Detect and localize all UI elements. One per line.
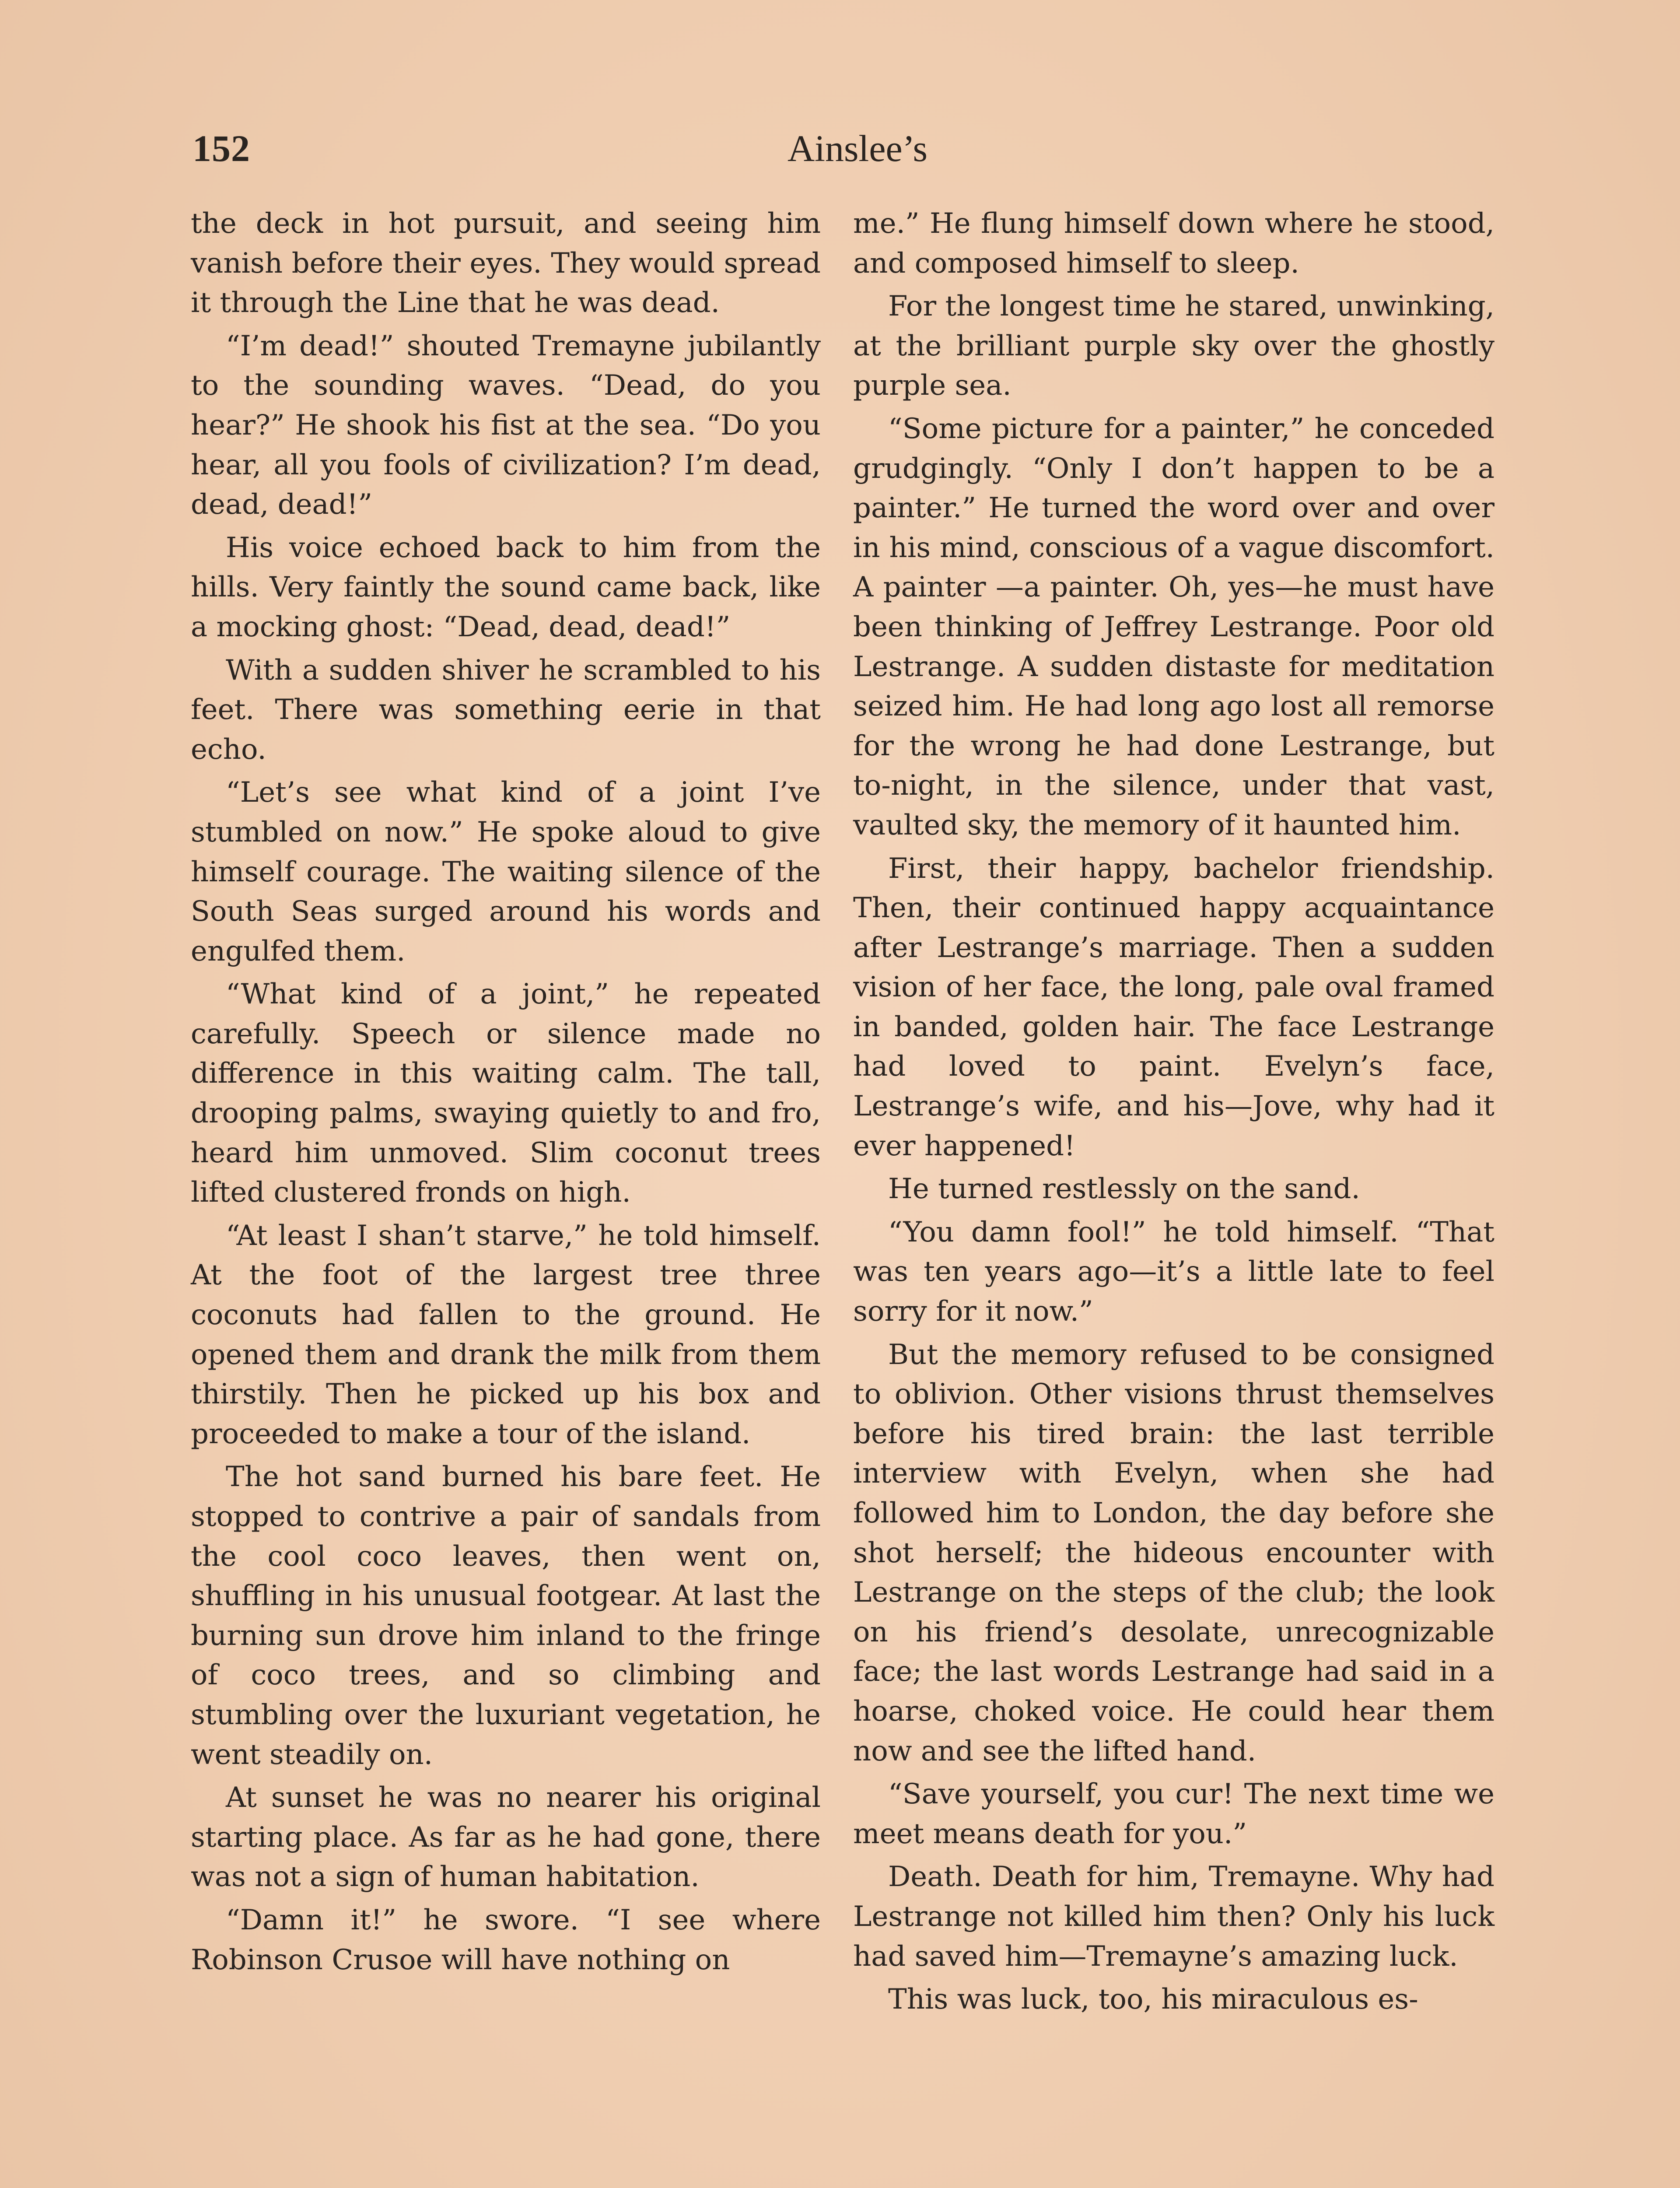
paragraph: This was luck, too, his miraculous es- (888, 1983, 1418, 2016)
running-title: Ainslee’s (787, 127, 928, 169)
paragraph: At sunset he was no nearer his original starting place. As far as he had gone, there was not a sign of human habitation. (191, 1781, 821, 1893)
paragraph: His voice echoed back to him from the hills. Very faintly the sound came back, like a mocking ghost: “Dead, dead, dead!” (191, 531, 821, 643)
paragraph: “What kind of a joint,” he repeated carefully. Speech or silence made no difference in this waiting calm. The tall, drooping palms, swaying quietly to and fro, heard him unmoved. Slim coconut trees lifted clustered fronds on high. (191, 978, 821, 1209)
paragraph: He turned restlessly on the sand. (888, 1173, 1360, 1206)
paragraph: the deck in hot pursuit, and seeing him vanish before their eyes. They would spread it through the Line that he was dead. (191, 207, 821, 319)
paragraph: For the longest time he stared, unwinking, at the brilliant purple sky over the ghostly purple sea. (853, 290, 1494, 402)
paragraph: Death. Death for him, Tremayne. Why had Lestrange not killed him then? Only his luck had saved him—Tremayne’s amazing luck. (853, 1861, 1494, 1973)
paragraph: First, their happy, bachelor friendship. Then, their continued happy acquaintance after Lestrange’s marriage. Then a sudden vision of her face, the long, pale oval framed in banded, golden hair. The face Lestrange had loved to paint. Evelyn’s face, Lestrange’s wife, and his—Jove, why had it ever happened! (853, 852, 1494, 1162)
paragraph: “Save yourself, you cur! The next time we meet means death for you.” (853, 1778, 1494, 1850)
paragraph: “At least I shan’t starve,” he told himself. At the foot of the largest tree three coconuts had fallen to the ground. He opened them and drank the milk from them thirstily. Then he picked up his box and proceeded to make a tour of the island. (191, 1219, 821, 1450)
paragraph: “Damn it!” he swore. “I see where Robinson Crusoe will have nothing on (191, 1904, 821, 1976)
paragraph: me.” He flung himself down where he stood, and composed himself to sleep. (853, 207, 1494, 280)
page-number: 152 (192, 127, 250, 169)
paragraph: “You damn fool!” he told himself. “That was ten years ago—it’s a little late to feel sorry for it now.” (853, 1216, 1494, 1328)
left-text-column (191, 204, 821, 1980)
paragraph: But the memory refused to be consigned to oblivion. Other visions thrust themselves before his tired brain: the last terrible interview with Evelyn, when she had followed him to London, the day before she shot herself; the hideous encounter with Lestrange on the steps of the club; the look on his friend’s desolate, unrecognizable face; the last words Lestrange had said in a hoarse, choked voice. He could hear them now and see the lifted hand. (853, 1338, 1494, 1767)
paragraph: The hot sand burned his bare feet. He stopped to contrive a pair of sandals from the cool coco leaves, then went on, shuffling in his unusual footgear. At last the burning sun drove him inland to the fringe of coco trees, and so climbing and stumbling over the luxuriant vegetation, he went steadily on. (191, 1461, 821, 1771)
paragraph: With a sudden shiver he scrambled to his feet. There was something eerie in that echo. (191, 654, 821, 766)
right-text-column (853, 204, 1494, 2020)
paragraph: “Let’s see what kind of a joint I’ve stumbled on now.” He spoke aloud to give himself courage. The waiting silence of the South Seas surged around his words and engulfed them. (191, 776, 821, 968)
paragraph: “I’m dead!” shouted Tremayne jubilantly to the sounding waves. “Dead, do you hear?” He shook his fist at the sea. “Do you hear, all you fools of civilization? I’m dead, dead, dead!” (191, 330, 821, 521)
paragraph: “Some picture for a painter,” he conceded grudgingly. “Only I don’t happen to be a painter.” He turned the word over and over in his mind, conscious of a vague discomfort. A painter —a painter. Oh, yes—he must have been thinking of Jeffrey Lestrange. Poor old Lestrange. A sudden distaste for meditation seized him. He had long ago lost all remorse for the wrong he had done Lestrange, but to-night, in the silence, under that vast, vaulted sky, the memory of it haunted him. (853, 412, 1494, 842)
